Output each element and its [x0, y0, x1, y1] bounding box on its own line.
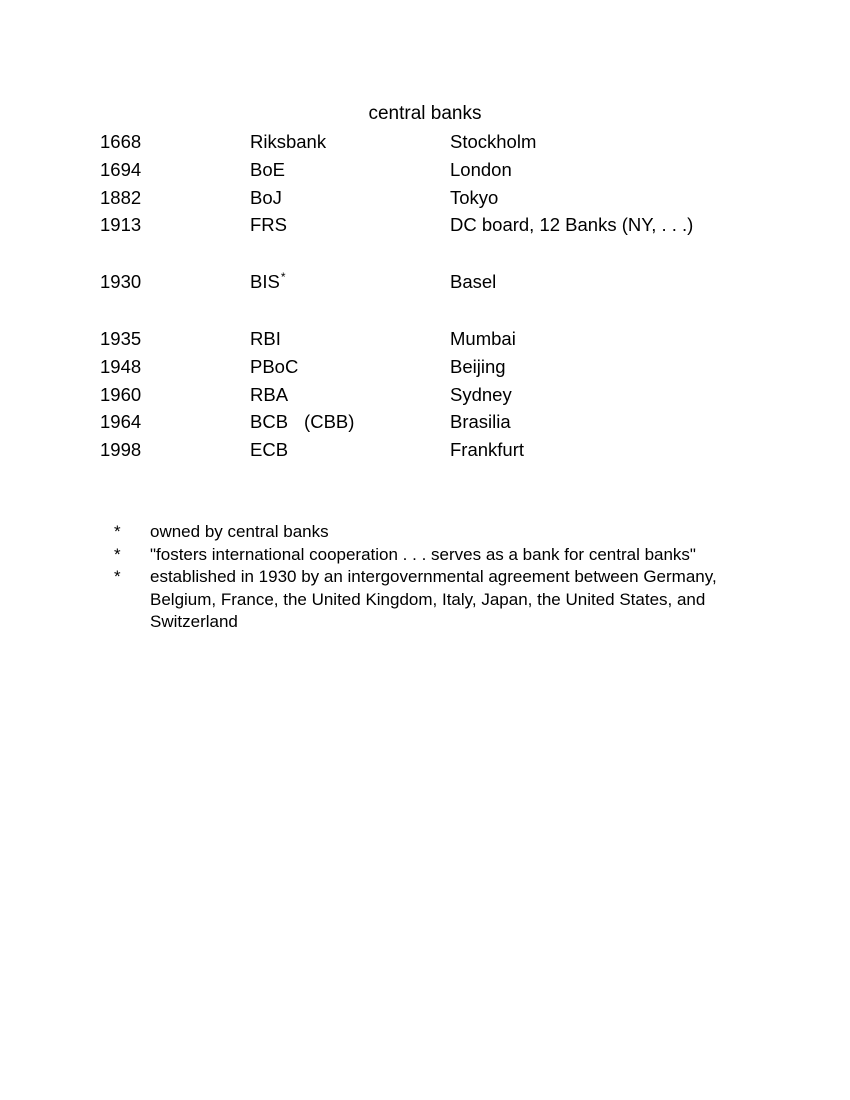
- bank-abbr-cell: RBI: [250, 327, 281, 349]
- city-cell: DC board, 12 Banks (NY, . . .): [450, 214, 694, 236]
- table-row: [100, 383, 800, 411]
- city-cell: Mumbai: [450, 327, 516, 349]
- bank-alt-abbr: (CBB): [304, 411, 355, 433]
- bank-abbr-cell: PBoC: [250, 355, 299, 377]
- year-cell: 1930: [100, 271, 142, 293]
- bank-abbr-cell: RBA: [250, 383, 289, 405]
- year-cell: 1960: [100, 383, 142, 405]
- bank-abbr-cell: BoJ: [250, 186, 282, 208]
- city-cell: Stockholm: [450, 131, 537, 152]
- bank-abbr-text: BIS: [250, 271, 280, 293]
- city-cell: London: [450, 158, 512, 180]
- footnote-marker: *: [114, 544, 121, 564]
- footnotes: [114, 521, 754, 634]
- city-cell: Frankfurt: [450, 439, 525, 461]
- central-banks-table: [100, 130, 800, 466]
- page-title: central banks: [368, 103, 482, 124]
- city-cell: Basel: [450, 271, 497, 293]
- year-cell: 1998: [100, 439, 142, 461]
- footnote-marker: *: [280, 270, 286, 285]
- footnote-item: [114, 544, 754, 567]
- bank-abbr-cell: [250, 270, 286, 294]
- footnote-marker: *: [114, 522, 121, 541]
- table-row: [100, 186, 800, 214]
- footnote-marker: *: [114, 567, 121, 586]
- city-cell: Tokyo: [450, 186, 499, 208]
- table-row: [100, 410, 800, 438]
- city-cell: Beijing: [450, 355, 506, 377]
- city-cell: Sydney: [450, 383, 512, 405]
- bank-abbr-text: BCB: [250, 411, 289, 433]
- table-row: [100, 213, 800, 241]
- table-row: [100, 130, 800, 158]
- year-cell: 1964: [100, 411, 142, 433]
- table-row: [100, 327, 800, 355]
- bank-abbr-cell: FRS: [250, 214, 287, 236]
- city-cell: Brasilia: [450, 411, 511, 433]
- footnote-item: [114, 521, 754, 544]
- table-row: [100, 158, 800, 186]
- footnote-text: "fosters international cooperation . . . serves as a bank for central banks": [150, 544, 696, 564]
- footnote-text: owned by central banks: [150, 522, 329, 541]
- year-cell: 1913: [100, 214, 142, 236]
- bank-abbr-cell: ECB: [250, 439, 289, 461]
- table-row: [100, 438, 800, 466]
- year-cell: 1668: [100, 131, 142, 152]
- table-row: [100, 270, 800, 298]
- footnote-item: [114, 566, 754, 634]
- bank-abbr-cell: BoE: [250, 158, 285, 180]
- bank-abbr-cell: Riksbank: [250, 131, 327, 152]
- bank-abbr-cell: [250, 410, 354, 434]
- table-row: [100, 355, 800, 383]
- year-cell: 1935: [100, 327, 142, 349]
- year-cell: 1694: [100, 158, 142, 180]
- year-cell: 1948: [100, 355, 142, 377]
- year-cell: 1882: [100, 186, 142, 208]
- footnote-text: established in 1930 by an intergovernmental agreement between Germany, Belgium, France, the United Kingdom, Italy, Japan, the United States, and Switzerland: [150, 567, 717, 631]
